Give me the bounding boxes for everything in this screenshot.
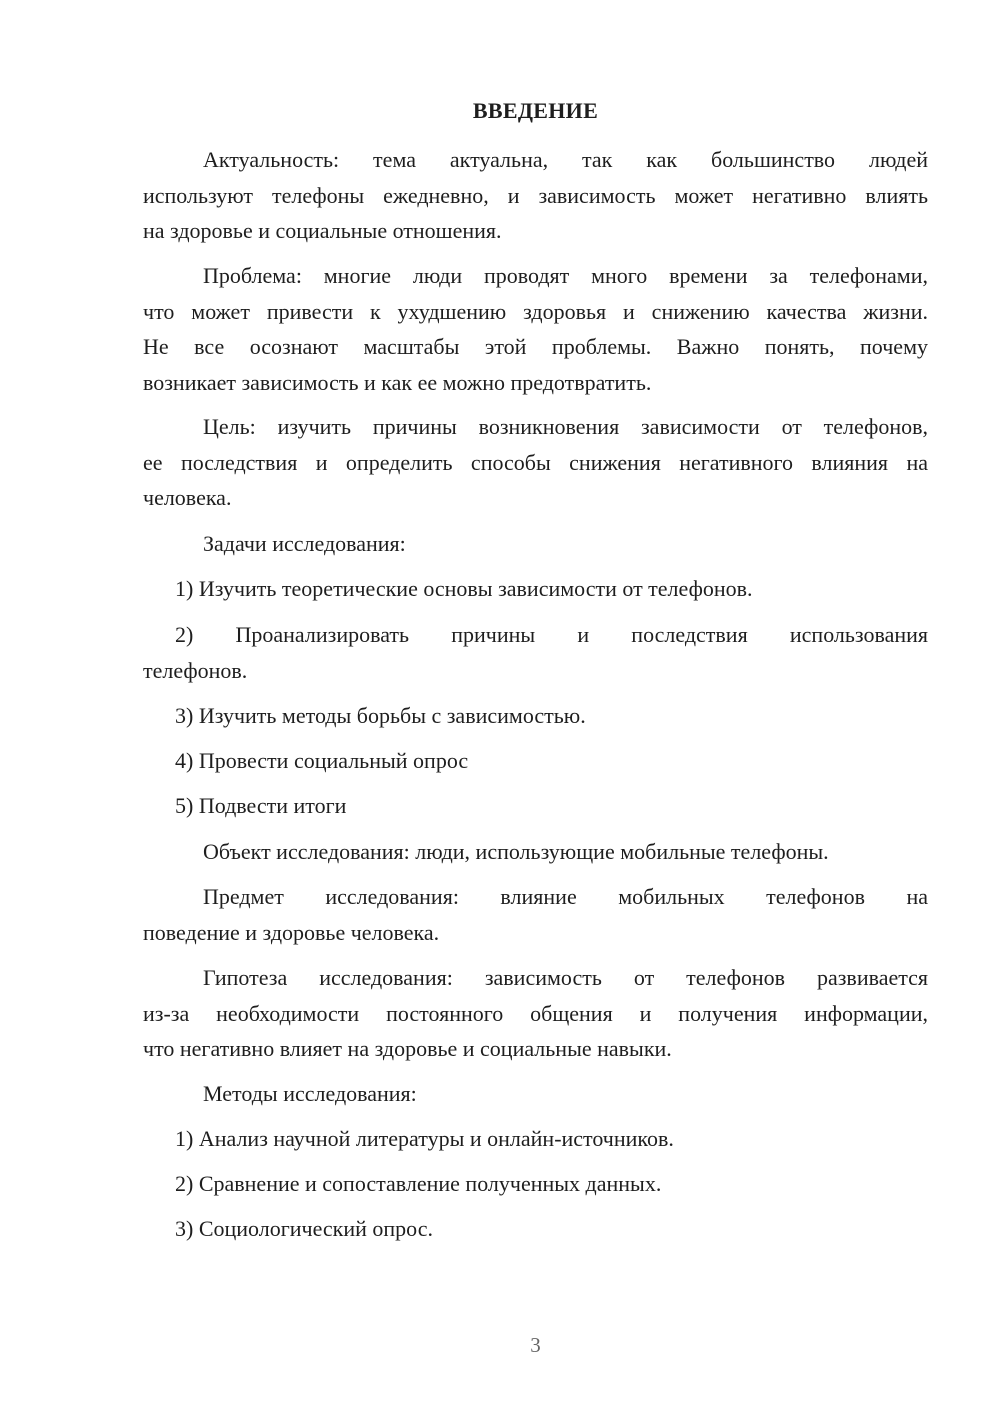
subject-line-1: Предмет исследования: влияние мобильных телефонов на	[203, 884, 928, 909]
goal-line-2: ее последствия и определить способы снижения негативного влияния на	[143, 449, 928, 475]
hypothesis-line-2: из-за необходимости постоянного общения и получения информации,	[143, 1000, 928, 1026]
goal-paragraph	[143, 409, 928, 516]
relevance-line-3: на здоровье и социальные отношения.	[143, 218, 502, 243]
problem-line-2: что может привести к ухудшению здоровья и снижению качества жизни.	[143, 298, 928, 324]
method-3-text: 3) Социологический опрос.	[175, 1216, 433, 1241]
task-item-4	[143, 743, 928, 779]
hypothesis-paragraph	[143, 960, 928, 1067]
relevance-line-1: Актуальность: тема актуальна, так как большинство людей	[203, 147, 928, 172]
task-item-2	[143, 617, 928, 688]
task-2-line-2: телефонов.	[143, 657, 248, 683]
task-item-5	[143, 788, 928, 824]
tasks-heading-text: Задачи исследования:	[203, 531, 406, 556]
relevance-line-2: используют телефоны ежедневно, и зависимость может негативно влиять	[143, 182, 928, 208]
method-1-text: 1) Анализ научной литературы и онлайн-источников.	[175, 1126, 674, 1151]
method-item-2	[143, 1166, 928, 1202]
problem-line-1: Проблема: многие люди проводят много времени за телефонами,	[203, 263, 928, 288]
document-page	[143, 0, 928, 1414]
task-item-1	[143, 571, 928, 607]
object-paragraph	[143, 834, 928, 870]
problem-line-3: Не все осознают масштабы этой проблемы. Важно понять, почему	[143, 334, 928, 359]
task-1-text: 1) Изучить теоретические основы зависимости от телефонов.	[175, 576, 753, 601]
method-2-text: 2) Сравнение и сопоставление полученных данных.	[175, 1171, 662, 1196]
subject-line-2: поведение и здоровье человека.	[143, 919, 440, 945]
method-item-3	[143, 1211, 928, 1247]
method-item-1	[143, 1121, 928, 1157]
methods-heading-text: Методы исследования:	[203, 1081, 417, 1106]
goal-line-1: Цель: изучить причины возникновения зависимости от телефонов,	[203, 414, 928, 439]
relevance-paragraph	[143, 142, 928, 249]
tasks-heading	[143, 526, 928, 562]
hypothesis-line-1: Гипотеза исследования: зависимость от телефонов развивается	[203, 965, 928, 990]
goal-line-3: человека.	[143, 485, 232, 510]
problem-line-4: возникает зависимость и как ее можно предотвратить.	[143, 369, 652, 395]
task-item-3	[143, 698, 928, 734]
page-number: 3	[530, 1333, 541, 1357]
problem-paragraph	[143, 258, 928, 400]
section-title: ВВЕДЕНИЕ	[472, 98, 599, 123]
task-4-text: 4) Провести социальный опрос	[175, 748, 469, 773]
task-5-text: 5) Подвести итоги	[175, 793, 347, 818]
object-text: Объект исследования: люди, использующие мобильные телефоны.	[203, 839, 829, 864]
task-3-text: 3) Изучить методы борьбы с зависимостью.	[175, 703, 586, 728]
hypothesis-line-3: что негативно влияет на здоровье и социальные навыки.	[143, 1036, 672, 1061]
task-2-line-1: 2) Проанализировать причины и последствия использования	[175, 622, 928, 647]
subject-paragraph	[143, 879, 928, 950]
methods-heading	[143, 1076, 928, 1112]
